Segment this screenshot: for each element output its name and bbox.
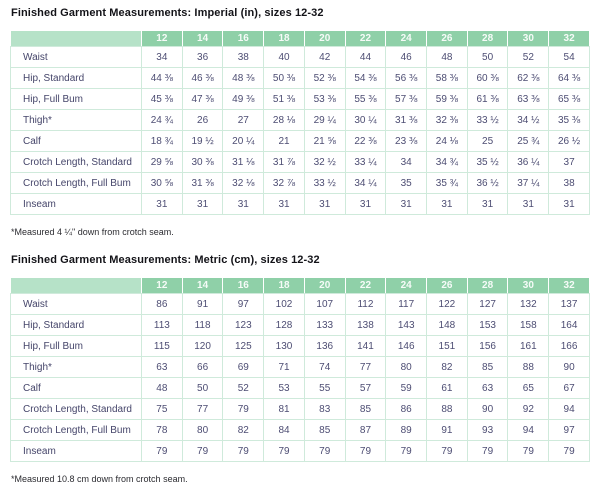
imperial-table-title: Finished Garment Measurements: Imperial (in), sizes 12-32 [11,7,324,19]
size-header-row [11,31,590,47]
measurement-value-cell: 59 ⅜ [427,89,468,110]
metric-table-title: Finished Garment Measurements: Metric (cm), sizes 12-32 [11,254,320,266]
measurement-value-cell: 26 ½ [549,131,590,152]
measurement-value-cell: 28 ⅛ [264,110,305,131]
measurement-value-cell: 37 [549,152,590,173]
measurement-value-cell: 21 [264,131,305,152]
measurement-value-cell: 93 [467,420,508,441]
measurement-value-cell: 38 [549,173,590,194]
measurement-value-cell: 65 [508,378,549,399]
measurement-value-cell: 166 [549,336,590,357]
measurement-row-label: Hip, Standard [11,315,142,336]
measurement-value-cell: 125 [223,336,264,357]
measurement-value-cell: 71 [264,357,305,378]
measurement-row [11,378,590,399]
measurement-value-cell: 35 [386,173,427,194]
measurement-value-cell: 58 ⅜ [427,68,468,89]
measurement-value-cell: 33 ½ [304,173,345,194]
imperial-footnote: *Measured 4 ¼" down from crotch seam. [11,227,174,237]
measurement-value-cell: 136 [304,336,345,357]
measurement-value-cell: 79 [223,399,264,420]
measurement-value-cell: 151 [427,336,468,357]
measurement-value-cell: 61 [427,378,468,399]
measurement-value-cell: 46 ⅜ [182,68,223,89]
measurement-value-cell: 29 ⅝ [142,152,183,173]
measurement-value-cell: 30 ¼ [345,110,386,131]
measurement-row [11,89,590,110]
measurement-value-cell: 85 [467,357,508,378]
measurement-value-cell: 133 [304,315,345,336]
measurement-value-cell: 32 ½ [304,152,345,173]
measurement-value-cell: 148 [427,315,468,336]
measurement-row-label: Thigh* [11,357,142,378]
size-header-cell: 32 [549,278,590,294]
size-header-cell: 30 [508,31,549,47]
measurement-value-cell: 57 [345,378,386,399]
measurement-value-cell: 40 [264,47,305,68]
measurement-value-cell: 92 [508,399,549,420]
measurement-value-cell: 53 [264,378,305,399]
size-header-cell: 14 [182,31,223,47]
size-header-cell: 26 [427,278,468,294]
measurement-value-cell: 62 ⅜ [508,68,549,89]
measurement-value-cell: 48 [427,47,468,68]
measurement-row-label: Crotch Length, Standard [11,399,142,420]
measurement-row-label: Calf [11,131,142,152]
measurement-value-cell: 122 [427,294,468,315]
measurement-value-cell: 90 [549,357,590,378]
measurement-value-cell: 85 [304,420,345,441]
measurement-value-cell: 35 ¾ [427,173,468,194]
measurement-value-cell: 34 ¼ [345,173,386,194]
measurement-value-cell: 94 [549,399,590,420]
measurement-value-cell: 123 [223,315,264,336]
measurement-value-cell: 57 ⅜ [386,89,427,110]
measurement-value-cell: 118 [182,315,223,336]
measurement-row-label: Waist [11,47,142,68]
measurement-value-cell: 52 ⅜ [304,68,345,89]
measurement-row [11,152,590,173]
measurement-value-cell: 88 [427,399,468,420]
measurement-value-cell: 34 [386,152,427,173]
measurement-value-cell: 79 [508,441,549,462]
measurement-value-cell: 81 [264,399,305,420]
measurement-value-cell: 158 [508,315,549,336]
metric-section [10,254,590,484]
measurement-row [11,68,590,89]
measurement-value-cell: 33 ½ [467,110,508,131]
measurement-value-cell: 19 ½ [182,131,223,152]
size-header-cell: 32 [549,31,590,47]
measurement-row-label: Hip, Full Bum [11,89,142,110]
measurement-value-cell: 30 ⅜ [182,152,223,173]
measurement-value-cell: 45 ⅜ [142,89,183,110]
measurement-value-cell: 141 [345,336,386,357]
measurement-value-cell: 60 ⅜ [467,68,508,89]
measurement-value-cell: 51 ⅜ [264,89,305,110]
measurement-value-cell: 42 [304,47,345,68]
size-header-cell: 12 [142,31,183,47]
measurement-value-cell: 66 [182,357,223,378]
size-chart-page [10,7,590,484]
measurement-value-cell: 35 ⅜ [549,110,590,131]
measurement-value-cell: 32 ⅞ [264,173,305,194]
measurement-value-cell: 31 [182,194,223,215]
size-header-cell: 24 [386,278,427,294]
size-header-cell: 24 [386,31,427,47]
size-header-cell: 28 [467,31,508,47]
measurement-value-cell: 27 [223,110,264,131]
imperial-section [10,7,590,237]
measurement-value-cell: 120 [182,336,223,357]
measurement-value-cell: 137 [549,294,590,315]
size-header-cell: 12 [142,278,183,294]
measurement-value-cell: 115 [142,336,183,357]
measurement-row [11,173,590,194]
measurement-value-cell: 91 [182,294,223,315]
measurement-value-cell: 102 [264,294,305,315]
measurement-value-cell: 59 [386,378,427,399]
measurement-value-cell: 130 [264,336,305,357]
measurement-value-cell: 87 [345,420,386,441]
measurement-value-cell: 36 ½ [467,173,508,194]
measurement-value-cell: 36 [182,47,223,68]
measurement-row [11,441,590,462]
measurement-value-cell: 86 [142,294,183,315]
measurement-value-cell: 32 ⅛ [223,173,264,194]
measurement-value-cell: 146 [386,336,427,357]
measurement-value-cell: 79 [386,441,427,462]
measurement-value-cell: 79 [142,441,183,462]
measurement-value-cell: 30 ⅝ [142,173,183,194]
measurement-value-cell: 89 [386,420,427,441]
measurement-value-cell: 82 [223,420,264,441]
measurement-value-cell: 34 ¾ [427,152,468,173]
measurement-row [11,294,590,315]
measurement-value-cell: 113 [142,315,183,336]
measurement-row-label: Crotch Length, Full Bum [11,420,142,441]
measurement-value-cell: 86 [386,399,427,420]
size-header-cell: 22 [345,31,386,47]
measurement-row-label: Hip, Full Bum [11,336,142,357]
measurement-value-cell: 79 [427,441,468,462]
measurement-value-cell: 94 [508,420,549,441]
measurement-value-cell: 31 [345,194,386,215]
header-corner-cell [11,31,142,47]
size-header-cell: 18 [264,278,305,294]
measurement-row [11,399,590,420]
metric-footnote: *Measured 10.8 cm down from crotch seam. [11,474,188,484]
measurement-value-cell: 36 ¼ [508,152,549,173]
measurement-value-cell: 31 [467,194,508,215]
measurement-value-cell: 31 [142,194,183,215]
measurement-row-label: Waist [11,294,142,315]
measurement-value-cell: 50 [467,47,508,68]
measurement-value-cell: 97 [549,420,590,441]
size-header-cell: 18 [264,31,305,47]
measurement-value-cell: 78 [142,420,183,441]
measurement-value-cell: 50 ⅜ [264,68,305,89]
measurement-value-cell: 24 ¾ [142,110,183,131]
measurement-value-cell: 49 ⅜ [223,89,264,110]
measurement-value-cell: 80 [386,357,427,378]
measurement-value-cell: 20 ¼ [223,131,264,152]
measurement-value-cell: 50 [182,378,223,399]
measurement-value-cell: 48 ⅜ [223,68,264,89]
size-header-cell: 26 [427,31,468,47]
measurement-value-cell: 31 [549,194,590,215]
measurement-value-cell: 23 ⅜ [386,131,427,152]
measurement-value-cell: 107 [304,294,345,315]
measurement-value-cell: 67 [549,378,590,399]
measurement-value-cell: 127 [467,294,508,315]
measurement-row [11,420,590,441]
measurement-value-cell: 63 [467,378,508,399]
measurement-row-label: Inseam [11,441,142,462]
imperial-measurements-table [10,30,590,215]
measurement-value-cell: 48 [142,378,183,399]
measurement-value-cell: 31 ⅞ [264,152,305,173]
size-header-cell: 20 [304,278,345,294]
measurement-value-cell: 138 [345,315,386,336]
size-header-cell: 16 [223,31,264,47]
measurement-value-cell: 79 [223,441,264,462]
measurement-value-cell: 25 [467,131,508,152]
measurement-value-cell: 26 [182,110,223,131]
measurement-row-label: Calf [11,378,142,399]
measurement-value-cell: 143 [386,315,427,336]
size-header-cell: 14 [182,278,223,294]
measurement-value-cell: 44 ⅜ [142,68,183,89]
measurement-value-cell: 82 [427,357,468,378]
measurement-value-cell: 21 ⅝ [304,131,345,152]
measurement-value-cell: 79 [467,441,508,462]
measurement-value-cell: 55 [304,378,345,399]
measurement-value-cell: 34 [142,47,183,68]
measurement-value-cell: 85 [345,399,386,420]
measurement-value-cell: 156 [467,336,508,357]
measurement-row [11,336,590,357]
measurement-value-cell: 31 [223,194,264,215]
measurement-value-cell: 84 [264,420,305,441]
measurement-value-cell: 54 ⅜ [345,68,386,89]
measurement-value-cell: 54 [549,47,590,68]
measurement-value-cell: 44 [345,47,386,68]
size-header-cell: 28 [467,278,508,294]
measurement-value-cell: 34 ½ [508,110,549,131]
size-header-row [11,278,590,294]
measurement-row [11,357,590,378]
measurement-value-cell: 25 ¾ [508,131,549,152]
measurement-value-cell: 83 [304,399,345,420]
measurement-row [11,194,590,215]
measurement-value-cell: 63 ⅜ [508,89,549,110]
measurement-value-cell: 88 [508,357,549,378]
measurement-value-cell: 79 [549,441,590,462]
measurement-value-cell: 63 [142,357,183,378]
measurement-value-cell: 31 [264,194,305,215]
measurement-value-cell: 31 [304,194,345,215]
measurement-value-cell: 22 ⅜ [345,131,386,152]
measurement-value-cell: 47 ⅜ [182,89,223,110]
measurement-value-cell: 128 [264,315,305,336]
measurement-row-label: Hip, Standard [11,68,142,89]
measurement-row-label: Crotch Length, Full Bum [11,173,142,194]
measurement-value-cell: 97 [223,294,264,315]
measurement-value-cell: 38 [223,47,264,68]
measurement-value-cell: 53 ⅜ [304,89,345,110]
measurement-value-cell: 79 [264,441,305,462]
measurement-value-cell: 79 [345,441,386,462]
measurement-value-cell: 52 [508,47,549,68]
measurement-value-cell: 55 ⅜ [345,89,386,110]
measurement-value-cell: 117 [386,294,427,315]
measurement-value-cell: 161 [508,336,549,357]
size-header-cell: 20 [304,31,345,47]
measurement-row [11,131,590,152]
measurement-value-cell: 77 [345,357,386,378]
measurement-row-label: Inseam [11,194,142,215]
measurement-value-cell: 69 [223,357,264,378]
header-corner-cell [11,278,142,294]
measurement-value-cell: 79 [304,441,345,462]
measurement-row [11,315,590,336]
measurement-value-cell: 37 ¼ [508,173,549,194]
measurement-value-cell: 61 ⅜ [467,89,508,110]
measurement-value-cell: 18 ¾ [142,131,183,152]
measurement-value-cell: 31 [427,194,468,215]
measurement-value-cell: 29 ¼ [304,110,345,131]
measurement-value-cell: 52 [223,378,264,399]
measurement-value-cell: 79 [182,441,223,462]
measurement-value-cell: 46 [386,47,427,68]
measurement-value-cell: 74 [304,357,345,378]
measurement-value-cell: 32 ⅜ [427,110,468,131]
measurement-row [11,110,590,131]
measurement-value-cell: 91 [427,420,468,441]
measurement-value-cell: 164 [549,315,590,336]
measurement-value-cell: 112 [345,294,386,315]
measurement-value-cell: 35 ½ [467,152,508,173]
size-header-cell: 22 [345,278,386,294]
measurement-row [11,47,590,68]
size-header-cell: 30 [508,278,549,294]
measurement-value-cell: 64 ⅜ [549,68,590,89]
measurement-value-cell: 132 [508,294,549,315]
measurement-value-cell: 31 ⅜ [182,173,223,194]
measurement-row-label: Thigh* [11,110,142,131]
measurement-value-cell: 75 [142,399,183,420]
measurement-value-cell: 65 ⅜ [549,89,590,110]
measurement-value-cell: 33 ¼ [345,152,386,173]
measurement-value-cell: 31 [508,194,549,215]
measurement-value-cell: 31 ⅜ [386,110,427,131]
measurement-row-label: Crotch Length, Standard [11,152,142,173]
measurement-value-cell: 90 [467,399,508,420]
measurement-value-cell: 153 [467,315,508,336]
size-header-cell: 16 [223,278,264,294]
measurement-value-cell: 77 [182,399,223,420]
measurement-value-cell: 31 [386,194,427,215]
measurement-value-cell: 56 ⅜ [386,68,427,89]
measurement-value-cell: 24 ⅛ [427,131,468,152]
measurement-value-cell: 31 ⅛ [223,152,264,173]
metric-measurements-table [10,277,590,462]
measurement-value-cell: 80 [182,420,223,441]
